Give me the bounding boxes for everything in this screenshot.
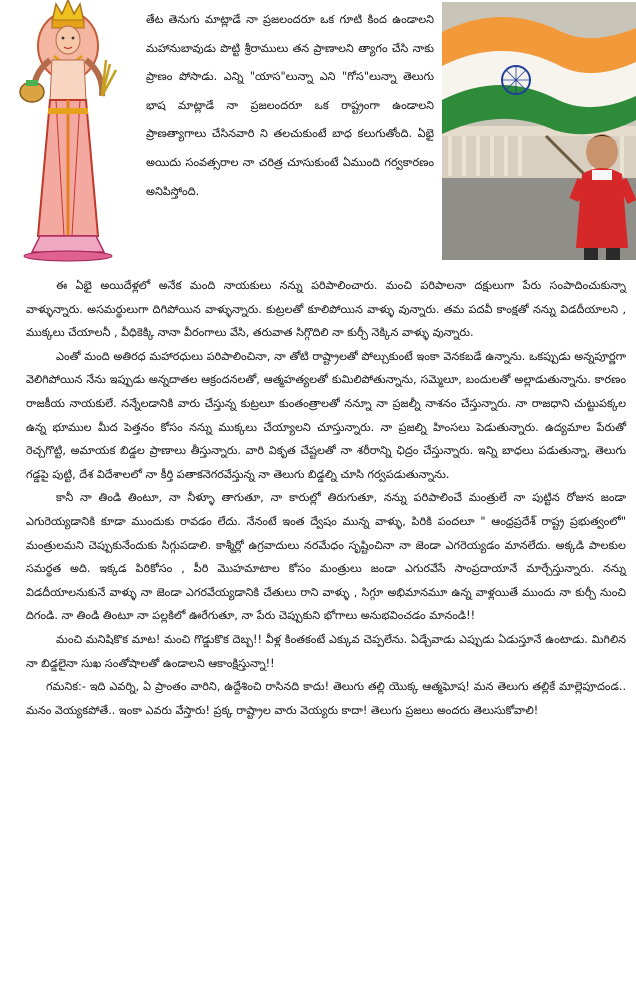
note-paragraph: గమనిక:- ఇది ఎవర్ని, ఏ ప్రాంతం వారిని, ఉద్దేశించి రాసినది కాదు! తెలుగు తల్లి యొక్క ఆత్మఘోష! మన తెలుగు తల్లికే మాల్లెపూదండ.. మనం వెయ్యకపోతే.. ఇంకా ఎవరు వేస్తారు! ప్రక్క రాష్ట్రాల వారు వెయ్యరు కాదా! తెలుగు ప్రజలు అందరు తెలుసుకోవాలి!	[26, 680, 626, 717]
telugu-talli-icon	[6, 0, 130, 262]
article-body	[26, 274, 626, 722]
intro-paragraph: తేట తెనుగు మాట్లాడే నా ప్రజలందరూ ఒక గూటి కింద ఉండాలని మహానుబావుడు పొట్టి శ్రీరాములు తన ప్రాణాలని త్యాగం చేసి నాకు ప్రాణం పోసాడు. ఎన్ని "యాస"లున్నా ఎని "గోస"లున్నా తెలుగు భాష మాట్లాడే నా ప్రజలందరూ ఒక రాష్ట్రంగా ఉండాలని ప్రాణత్యాగాలు చేసినవారి ని తలచుకుంటే బాధ కలుగుతోంది. ఏభై అయిదు సంవత్సరాల నా చరిత్ర చూసుకుంటే ఏముంది గర్వకారణం అనిపిస్తోంది.	[146, 13, 434, 198]
paragraph-3: కానీ నా తిండి తింటూ, నా నీళ్ళూ తాగుతూ, నా కారుల్లో తిరుగుతూ, నన్ను పరిపాలించే మంత్రులే నా పుట్టిన రోజున జండా ఎగురెయ్యడానికి కూడా ముందుకు రావడం లేదు. నేనంటే ఇంత ద్వేషం మున్న వాళ్ళు, పిరికి పందలూ " ఆంధ్రప్రదేశ్ రాష్ట్ర ప్రభుత్వంలో" మంత్రులమని చెప్పుకునేందుకు సిగ్గుపడాలి. కాశ్మీర్లో ఉగ్రవాదులు నరమేధం సృష్టించినా నా జెండా ఎగరెయ్యడం మానలేదు. అక్కడి పాలకుల సమర్థత అది. ఇక్కడ పిరికోసం , పీరి మొహమాటాల కోసం మంత్రులు జండా ఎగురవేసే సాంప్రదాయానే మార్చేస్తున్నారు. నన్ను విడదీయాలనుకునే వాళ్ళు నా జెండా ఎగరవేయ్యడానికి చేతులు రాని వాళ్ళు , సిగ్గూ అభిమానమూ ఉన్న వాళ్లయితే ముందు నా కుర్చీ నుంచి దిగండి. నా తిండి తింటూ నా పల్లకిలో ఊరేగుతూ, నా పేరు చెప్పుకుని భోగాలు అనుభవించడం మానండి!!	[26, 491, 626, 623]
paragraph-1: ఈ ఏభై అయిదేళ్లలో అనేక మంది నాయకులు నన్ను పరిపాలించారు. మంచి పరిపాలనా దక్షులుగా పేరు సంపాదించుకున్నా వాళ్ళున్నారు. అసమర్థులుగా దిగిపోయిన వాళ్ళున్నారు. కుట్రలతో కూలిపోయిన వాళ్ళు వున్నారు. తమ పదవీ కాంక్షతో నన్ను విడదీయాలని , ముక్కలు చేయాలనీ , వీధికెక్కి నానా వీరంగాలు వేసి, తరువాత సిగ్గొదిలి నా కుర్చీ నెక్కిన వాళ్ళు వున్నారు.	[26, 279, 626, 340]
child-waving-indian-flag	[442, 2, 636, 260]
paragraph-2: ఎంతో మంది అతిరధ మహారధులు పరిపాలించినా, నా తోటి రాష్ట్రాలతో పోల్చుకుంటే ఇంకా వెనకబడే ఉన్నాను. ఒకప్పుడు అన్నపూర్ణగా వెలిగిపోయిన నేను ఇప్పుడు అన్నదాతల ఆక్రందనలతో, ఆత్మహత్యలతో కుమిలిపోతున్నాను, సమ్మెలూ, బందులతో అల్లాడుతున్నాను. కారణం రాజకీయ నాయకులే. నన్నేలడానికి వారు చేస్తున్న కుట్రలూ కుంతంత్రాలతో నన్నూ నా ప్రజల్నీ నాశనం చేస్తున్నారు. నా రాజధాని చుట్టుపక్కల ఉన్న భూముల మీద పెత్తనం కోసం నన్ను ముక్కలు చేయ్యాలని చూస్తున్నారు. నా ప్రజల్ని హింసలు పెడుతున్నారు. ఉద్యమాల పేరుతో రెచ్చగొట్టి, అమాయక బిడ్డల ప్రాణాలు తీస్తున్నారు. వారి వికృత చేష్టలతో నా శరీరాన్ని ఛిద్రం చేస్తున్నారు. ఇన్ని బాధలు పడుతున్నా, తెలుగు గడ్డపై పుట్టి, దేశ విదేశాలలో నా కీర్తి పతాకనెగరవేస్తున్న నా తెలుగు బిడ్డల్ని చూసి గర్వపడుతున్నాను.	[26, 349, 626, 481]
paragraph-4: మంచి మనిషికొక మాట! మంచి గొడ్డుకొక దెబ్బ!! వీళ్ల కింతకంటే ఎక్కువ చెప్పలేను. ఏడ్చేవాడు ఎప్పుడు ఏడుస్తూనే ఉంటాడు. మిగిలిన నా బిడ్డలైనా సుఖ సంతోషాలతో ఉండాలని ఆకాంక్షిస్తున్నా!!	[26, 632, 626, 670]
